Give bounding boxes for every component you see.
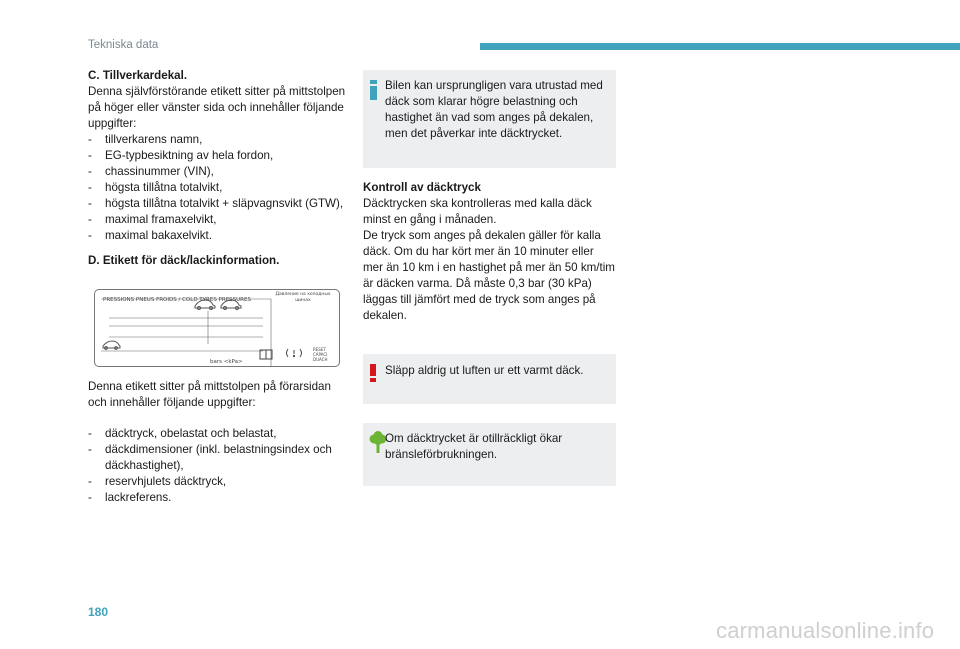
label-units-text: bars <kPa> <box>210 359 243 365</box>
info-icon <box>370 80 377 100</box>
list-item: - högsta tillåtna totalvikt, <box>88 180 350 196</box>
paragraph-d-intro: Denna etikett sitter på mittstolpen på förarsidan och innehåller följande uppgifter: <box>88 380 331 409</box>
warning-icon <box>370 364 376 382</box>
list-c <box>88 132 350 244</box>
watermark: carmanualsonline.info <box>716 618 935 643</box>
list-item: - däcktryck, obelastat och belastat, <box>88 426 350 442</box>
list-item: - däckdimensioner (inkl. belastningsindex och däckhastighet), <box>88 442 350 474</box>
tyre-pressure-icon <box>287 349 302 357</box>
list-item: - högsta tillåtna totalvikt + släpvagnsvikt (GTW), <box>88 196 350 212</box>
eco-note <box>363 423 616 486</box>
kontroll-heading: Kontroll av däcktryck <box>363 181 481 194</box>
spare-car-icon <box>103 341 120 349</box>
tyre-label-illustration <box>94 289 340 367</box>
manual-book-icon <box>260 350 272 359</box>
right-column <box>363 70 616 486</box>
section-title: Tekniska data <box>88 39 159 51</box>
heading-c: C. Tillverkardekal. <box>88 69 188 82</box>
eco-note-text: Om däcktrycket är otillräckligt ökar bränsleförbrukningen. <box>385 432 563 461</box>
left-column <box>88 68 350 506</box>
warning-note-text: Släpp aldrig ut luften ur ett varmt däck. <box>385 364 584 377</box>
list-item: - EG-typbesiktning av hela fordon, <box>88 148 350 164</box>
label-header-text: PRESSIONS PNEUS FROIDS / COLD TYRES PRESSURES <box>103 297 251 303</box>
page-number: 180 <box>88 605 109 619</box>
header-accent-bar <box>480 43 960 50</box>
label-russian-text: Давление на холодных шинах <box>275 292 331 303</box>
paragraph-c-intro: Denna självförstörande etikett sitter på mittstolpen på höger eller vänster sida och innehåller följande uppgifter: <box>88 85 346 130</box>
info-note-text: Bilen kan ursprungligen vara utrustad med däck som klarar högre belastning och hastighet än vad som anges på dekalen, men det påverkar inte däcktrycket. <box>385 79 603 140</box>
list-item: - reservhjulets däcktryck, <box>88 474 350 490</box>
list-item: - maximal bakaxelvikt. <box>88 228 350 244</box>
warning-note <box>363 354 616 404</box>
list-item: - maximal framaxelvikt, <box>88 212 350 228</box>
kontroll-section <box>363 180 616 324</box>
list-item: - tillverkarens namn, <box>88 132 350 148</box>
label-reset-text: RESET CAPACI DUACH <box>313 347 328 362</box>
heading-d: D. Etikett för däck/lackinformation. <box>88 254 280 267</box>
list-item: - lackreferens. <box>88 490 350 506</box>
list-d <box>88 426 350 506</box>
kontroll-text: Däcktrycken ska kontrolleras med kalla däck minst en gång i månaden. De tryck som anges på dekalen gäller för kalla däck. Om du har kört mer än 10 minuter eller mer än 10 km i en hastighet på mer än 50 km/tim är däcken varma. Då måste 0,3 bar (30 kPa) läggas till jämfört med de tryck som anges på dekalen. <box>363 197 615 322</box>
list-item: - chassinummer (VIN), <box>88 164 350 180</box>
info-note <box>363 70 616 168</box>
